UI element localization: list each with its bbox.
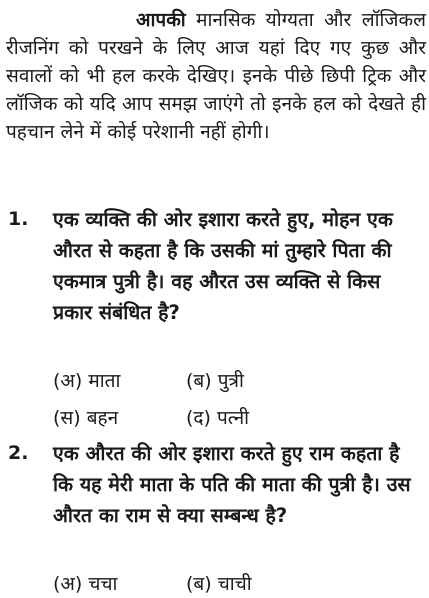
question-1-option-a: (अ) माता — [53, 370, 121, 392]
question-1-option-c: (स) बहन — [53, 407, 119, 429]
question-2-option-a: (अ) चचा — [53, 573, 118, 595]
question-1-option-d: (द) पत्नी — [186, 407, 250, 429]
question-1-text: एक व्यक्ति की ओर इशारा करते हुए, मोहन एक औरत से कहता है कि उसकी मां तुम्हारे पिता की एकमात्र पुत्री है। वह औरत उस व्यक्ति से किस प्रकार संबंधित है? — [53, 208, 393, 324]
intro-paragraph — [6, 6, 426, 146]
intro-text: मानसिक योग्यता और लॉजिकल रीजनिंग को परखने के लिए आज यहां दिए गए कुछ और सवालों को भी हल करके देखिए। इनके पीछे छिपी ट्रिक और लॉजिक को यदि आप समझ जाएंगे तो इनके हल को देखते ही पहचान लेने में कोई परेशानी नहीं होगी। — [6, 9, 426, 143]
question-2-option-b: (ब) चाची — [186, 573, 252, 595]
question-1-number: 1. — [8, 208, 29, 230]
question-2-text: एक औरत की ओर इशारा करते हुए राम कहता है कि यह मेरी माता के पति की माता की पुत्री है। उस औरत का राम से क्या सम्बन्ध है? — [53, 442, 411, 527]
intro-lead-word: आपकी — [136, 9, 186, 31]
question-1-option-b: (ब) पुत्री — [186, 370, 244, 392]
question-2-number: 2. — [8, 442, 29, 464]
